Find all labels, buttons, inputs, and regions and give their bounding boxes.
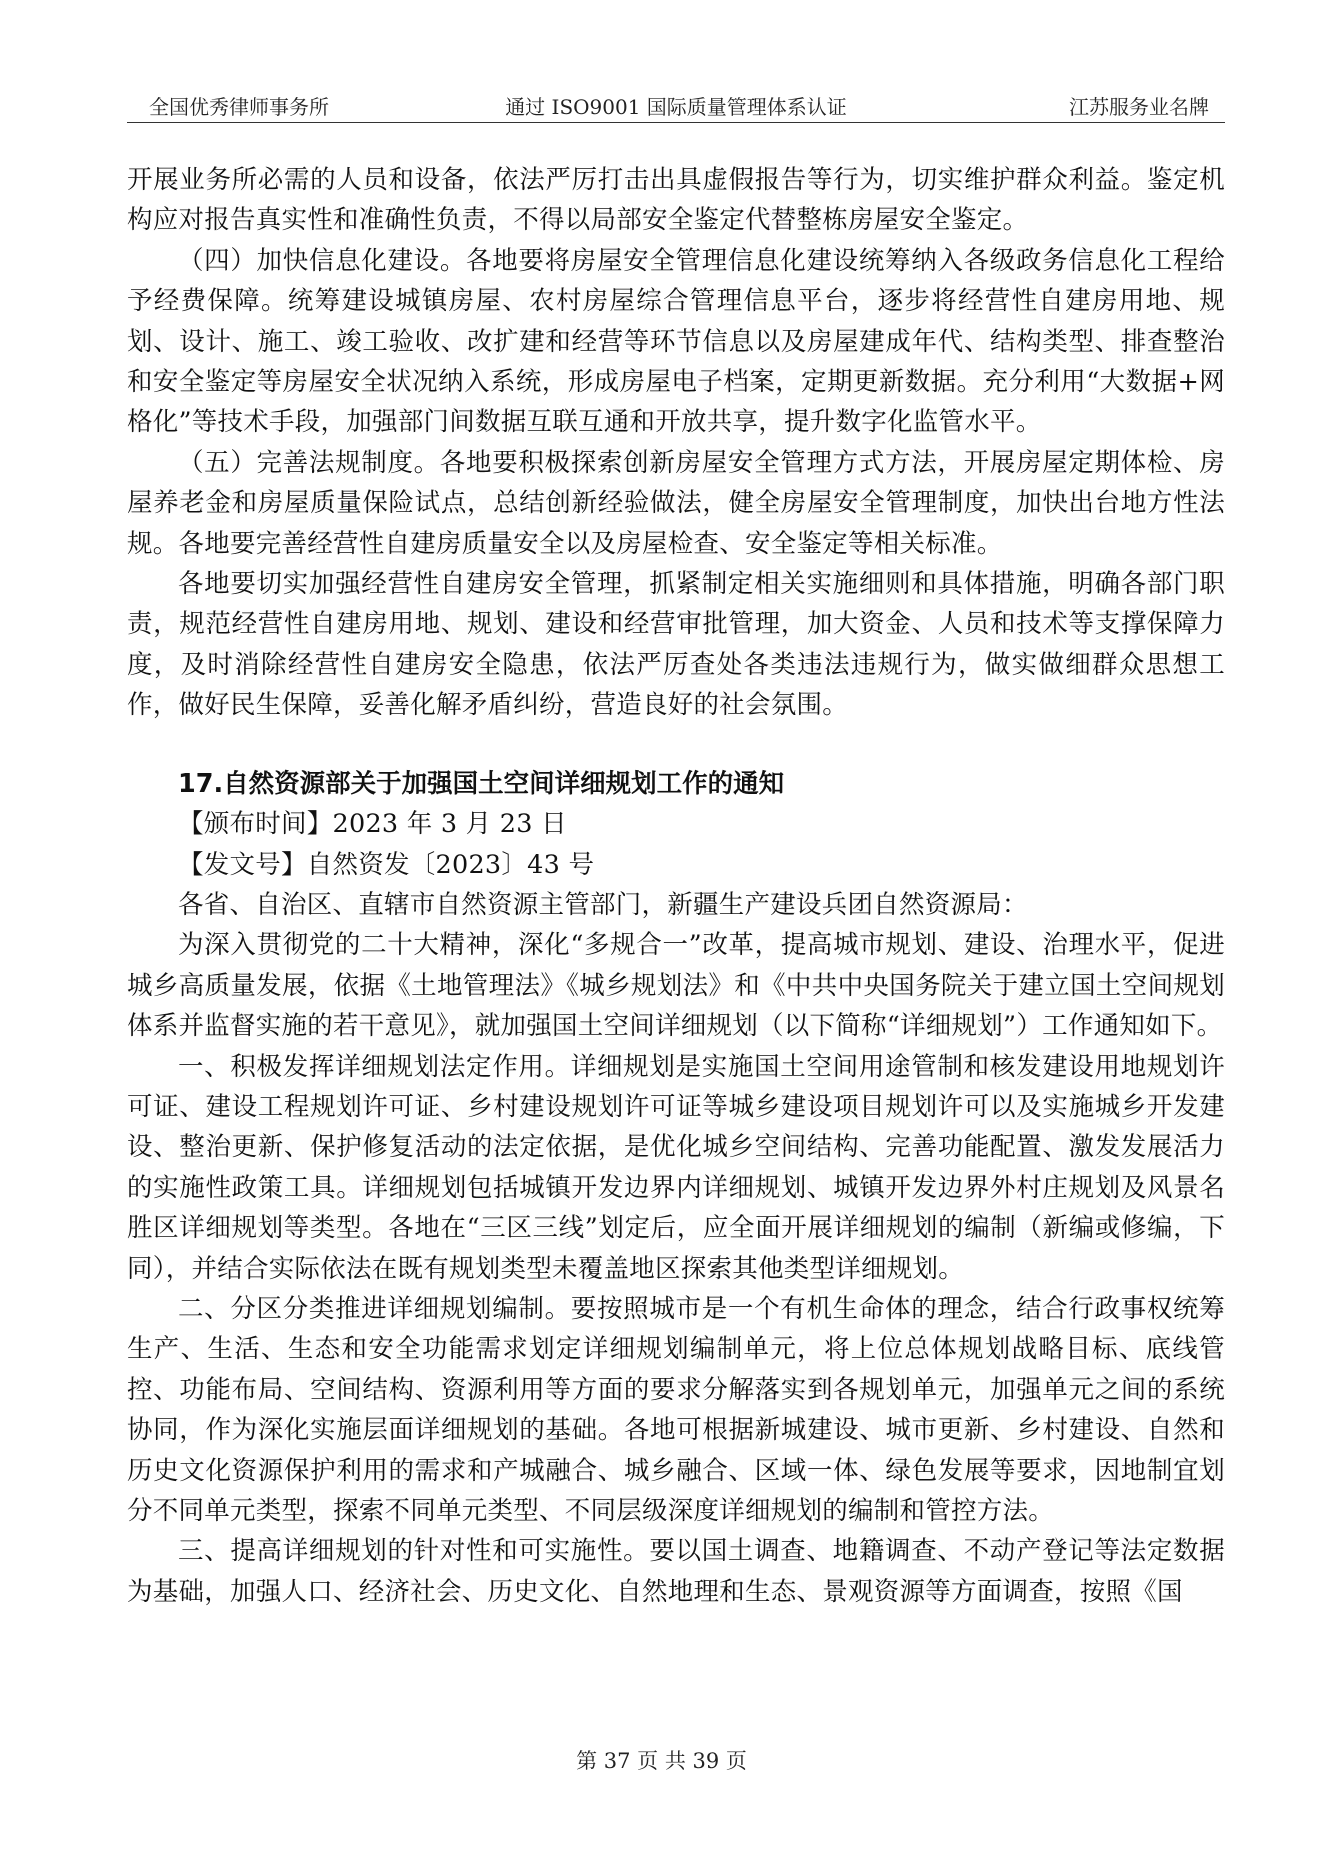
paragraph-preamble: 为深入贯彻党的二十大精神，深化“多规合一”改革，提高城市规划、建设、治理水平，促进城乡高质量发展，依据《土地管理法》《城乡规划法》和《中共中央国务院关于建立国土空间规划体系并监督实施的若干意见》，就加强国土空间详细规划（以下简称“详细规划”）工作通知如下。 (127, 930, 1225, 1042)
section-spacer (127, 726, 1225, 764)
header-service-brand: 江苏服务业名牌 (1069, 95, 1209, 119)
paragraph-item-two: 二、分区分类推进详细规划编制。要按照城市是一个有机生命体的理念，结合行政事权统筹生产、生活、生态和安全功能需求划定详细规划编制单元，将上位总体规划战略目标、底线管控、功能布局、空间结构、资源利用等方面的要求分解落实到各规划单元，加强单元之间的系统协同，作为深化实施层面详细规划的基础。各地可根据新城建设、城市更新、乡村建设、自然和历史文化资源保护利用的需求和产城融合、城乡融合、区域一体、绿色发展等要求，因地制宜划分不同单元类型，探索不同单元类型、不同层级深度详细规划的编制和管控方法。 (127, 1293, 1225, 1526)
paragraph-item-one: 一、积极发挥详细规划法定作用。详细规划是实施国土空间用途管制和核发建设用地规划许可证、建设工程规划许可证、乡村建设规划许可证等城乡建设项目规划许可以及实施城乡开发建设、整治更新、保护修复活动的法定依据，是优化城乡空间结构、完善功能配置、激发发展活力的实施性政策工具。详细规划包括城镇开发边界内详细规划、城镇开发边界外村庄规划及风景名胜区详细规划等类型。各地在“三区三线”划定后，应全面开展详细规划的编制（新编或修编，下同），并结合实际依法在既有规划类型未覆盖地区探索其他类型详细规划。 (127, 1051, 1225, 1284)
paragraph-regulations: （五）完善法规制度。各地要积极探索创新房屋安全管理方式方法，开展房屋定期体检、房屋养老金和房屋质量保险试点，总结创新经验做法，健全房屋安全管理制度，加快出台地方性法规。各地要完善经营性自建房质量安全以及房屋检查、安全鉴定等相关标准。 (127, 447, 1225, 559)
issue-date: 【颁布时间】2023 年 3 月 23 日 (178, 809, 567, 840)
paragraph-closing: 各地要切实加强经营性自建房安全管理，抓紧制定相关实施细则和具体措施，明确各部门职责，规范经营性自建房用地、规划、建设和经营审批管理，加大资金、人员和技术等支撑保障力度，及时消除经营性自建房安全隐患，依法严厉查处各类违法违规行为，做实做细群众思想工作，做好民生保障，妥善化解矛盾纠纷，营造良好的社会氛围。 (127, 569, 1225, 721)
section-title: 17.自然资源部关于加强国土空间详细规划工作的通知 (178, 768, 785, 799)
header-iso-certification: 通过 ISO9001 国际质量管理体系认证 (505, 95, 847, 119)
paragraph-item-three: 三、提高详细规划的针对性和可实施性。要以国土调查、地籍调查、不动产登记等法定数据为基础，加强人口、经济社会、历史文化、自然地理和生态、景观资源等方面调查，按照《国 (127, 1536, 1225, 1607)
document-number: 【发文号】自然资发〔2023〕43 号 (178, 849, 595, 880)
page-header (127, 92, 1225, 123)
addressee: 各省、自治区、直辖市自然资源主管部门，新疆生产建设兵团自然资源局： (178, 889, 1028, 920)
header-firm-award: 全国优秀律师事务所 (149, 95, 329, 119)
page-number: 第 37 页 共 39 页 (576, 1749, 747, 1773)
page-body (127, 160, 1225, 1612)
paragraph-continued: 开展业务所必需的人员和设备，依法严厉打击出具虚假报告等行为，切实维护群众利益。鉴定机构应对报告真实性和准确性负责，不得以局部安全鉴定代替整栋房屋安全鉴定。 (127, 165, 1225, 236)
paragraph-informatization: （四）加快信息化建设。各地要将房屋安全管理信息化建设统筹纳入各级政务信息化工程给予经费保障。统筹建设城镇房屋、农村房屋综合管理信息平台，逐步将经营性自建房用地、规划、设计、施工、竣工验收、改扩建和经营等环节信息以及房屋建成年代、结构类型、排查整治和安全鉴定等房屋安全状况纳入系统，形成房屋电子档案，定期更新数据。充分利用“大数据+网格化”等技术手段，加强部门间数据互联互通和开放共享，提升数字化监管水平。 (127, 245, 1225, 438)
